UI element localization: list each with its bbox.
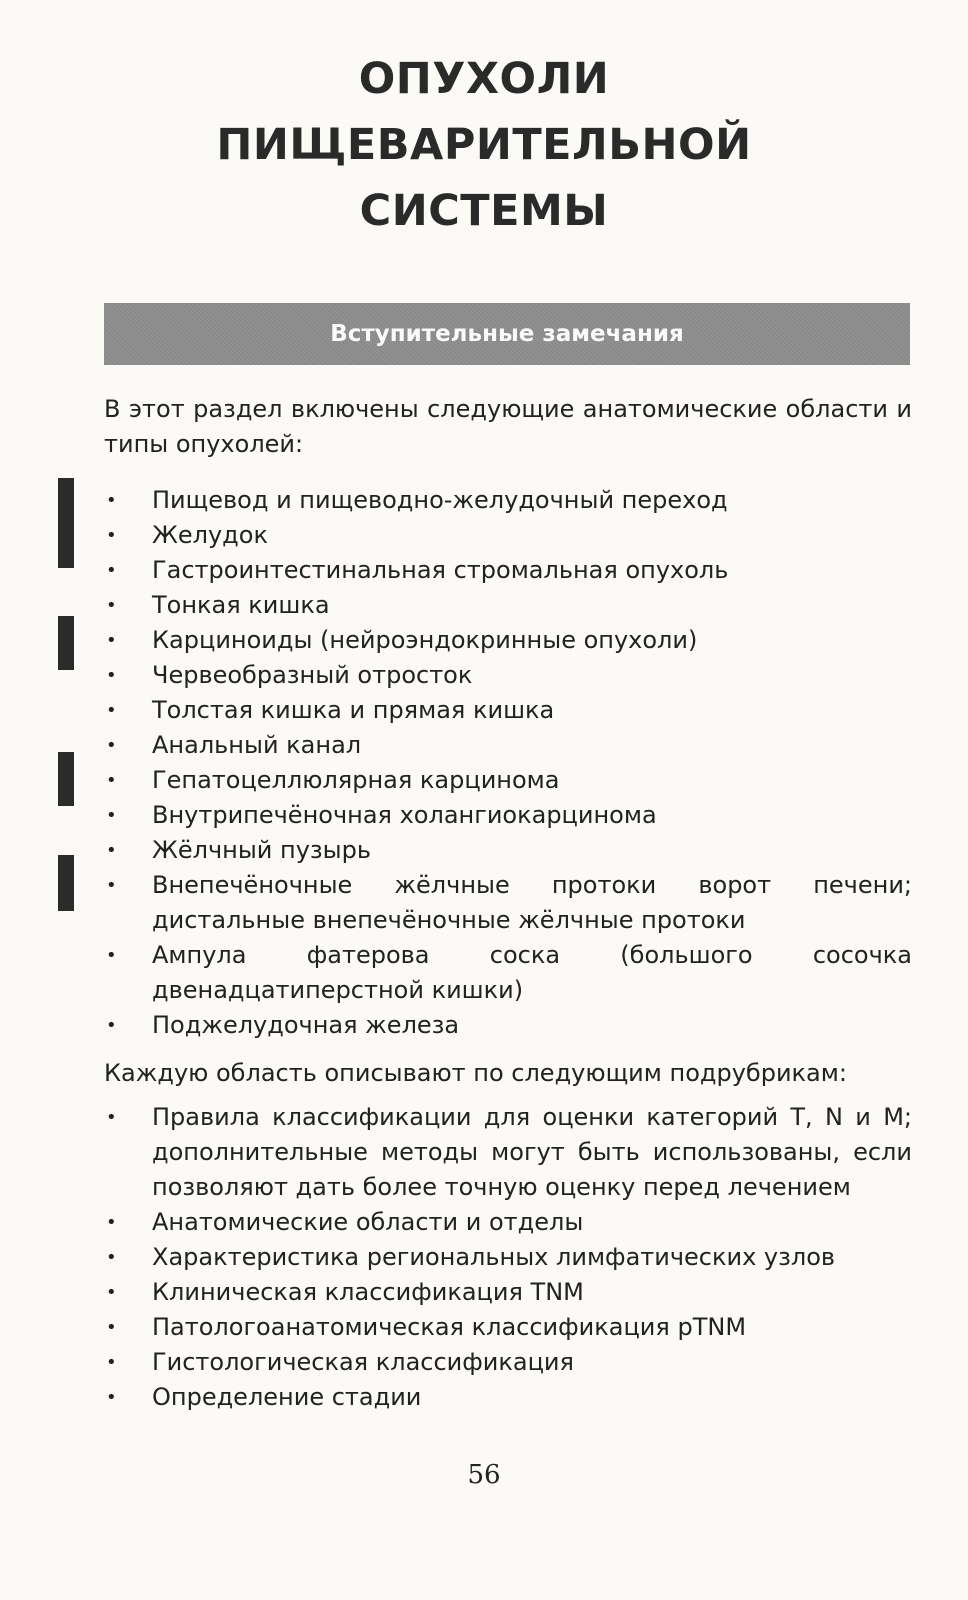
bullet-icon: • (106, 490, 117, 511)
bullet-icon: • (106, 1317, 117, 1338)
list-item (104, 483, 912, 518)
subheadings-list (104, 1100, 912, 1415)
list-item-text: Гепатоцеллюлярная карцинома (152, 766, 560, 794)
list-item-text: Внутрипечёночная холангиокарцинома (152, 801, 657, 829)
margin-change-bar (58, 752, 74, 806)
list-item (104, 833, 912, 868)
list-item (104, 1008, 912, 1043)
bullet-icon: • (106, 945, 117, 966)
intro-paragraph: В этот раздел включены следующие анатомические области и типы опухолей: (104, 395, 912, 458)
bullet-icon: • (106, 560, 117, 581)
regions-list (104, 483, 912, 1043)
list-item-text: Карциноиды (нейроэндокринные опухоли) (152, 626, 698, 654)
bullet-icon: • (106, 805, 117, 826)
list-item (104, 728, 912, 763)
list-item-text: Правила классификации для оценки категорий T, N и M; дополнительные методы могут быть использованы, если позволяют дать более точную оценку перед лечением (152, 1103, 912, 1201)
list-item-text: Жёлчный пузырь (152, 836, 371, 864)
bullet-icon: • (106, 1107, 117, 1128)
list-item-text: Внепечёночные жёлчные протоки ворот печени; дистальные внепечёночные жёлчные протоки (152, 871, 912, 934)
list-item-text: Тонкая кишка (152, 591, 330, 619)
list-item-text: Поджелудочная железа (152, 1011, 460, 1039)
list-item-text: Анатомические области и отделы (152, 1208, 584, 1236)
list-item (104, 518, 912, 553)
list-item-text: Гастроинтестинальная стромальная опухоль (152, 556, 729, 584)
section-heading-bar (104, 303, 910, 365)
page-number: 56 (467, 1460, 501, 1490)
list-item (104, 1205, 912, 1240)
margin-change-bar (58, 855, 74, 911)
list-item-text: Характеристика региональных лимфатических узлов (152, 1243, 836, 1271)
list-item (104, 1345, 912, 1380)
bullet-icon: • (106, 1212, 117, 1233)
list-item (104, 588, 912, 623)
bullet-icon: • (106, 1352, 117, 1373)
list-item (104, 693, 912, 728)
bullet-icon: • (106, 770, 117, 791)
margin-change-bar (58, 616, 74, 670)
bullet-icon: • (106, 840, 117, 861)
bullet-icon: • (106, 1387, 117, 1408)
list-item (104, 763, 912, 798)
list-item-text: Определение стадии (152, 1383, 422, 1411)
bullet-icon: • (106, 595, 117, 616)
list-item (104, 553, 912, 588)
chapter-title-line: ПИЩЕВАРИТЕЛЬНОЙ (216, 120, 752, 170)
list-item (104, 1310, 912, 1345)
list-item-text: Толстая кишка и прямая кишка (152, 696, 555, 724)
list-item (104, 658, 912, 693)
bullet-icon: • (106, 700, 117, 721)
list-item-text: Червеобразный отросток (152, 661, 473, 689)
bullet-icon: • (106, 525, 117, 546)
bullet-icon: • (106, 735, 117, 756)
list-item-text: Клиническая классификация TNM (152, 1278, 584, 1306)
list-item-text: Патологоанатомическая классификация pTNM (152, 1313, 747, 1341)
bullet-icon: • (106, 875, 117, 896)
list-item (104, 623, 912, 658)
chapter-title-line: СИСТЕМЫ (359, 186, 609, 236)
bullet-icon: • (106, 1282, 117, 1303)
list-item (104, 1100, 912, 1205)
list-item (104, 938, 912, 1008)
list-item (104, 798, 912, 833)
list-item (104, 1380, 912, 1415)
list-item-text: Пищевод и пищеводно-желудочный переход (152, 486, 728, 514)
subheadings-intro: Каждую область описывают по следующим подрубрикам: (104, 1059, 847, 1087)
chapter-title (0, 46, 968, 244)
list-item-text: Желудок (152, 521, 268, 549)
list-item-text: Ампула фатерова соска (большого сосочка двенадцатиперстной кишки) (152, 941, 912, 1004)
bullet-icon: • (106, 1015, 117, 1036)
list-item (104, 868, 912, 938)
list-item (104, 1240, 912, 1275)
list-item (104, 1275, 912, 1310)
list-item-text: Анальный канал (152, 731, 362, 759)
section-heading: Вступительные замечания (330, 321, 684, 347)
bullet-icon: • (106, 630, 117, 651)
list-item-text: Гистологическая классификация (152, 1348, 574, 1376)
margin-change-bar (58, 478, 74, 568)
chapter-title-line: ОПУХОЛИ (358, 54, 610, 104)
bullet-icon: • (106, 1247, 117, 1268)
bullet-icon: • (106, 665, 117, 686)
